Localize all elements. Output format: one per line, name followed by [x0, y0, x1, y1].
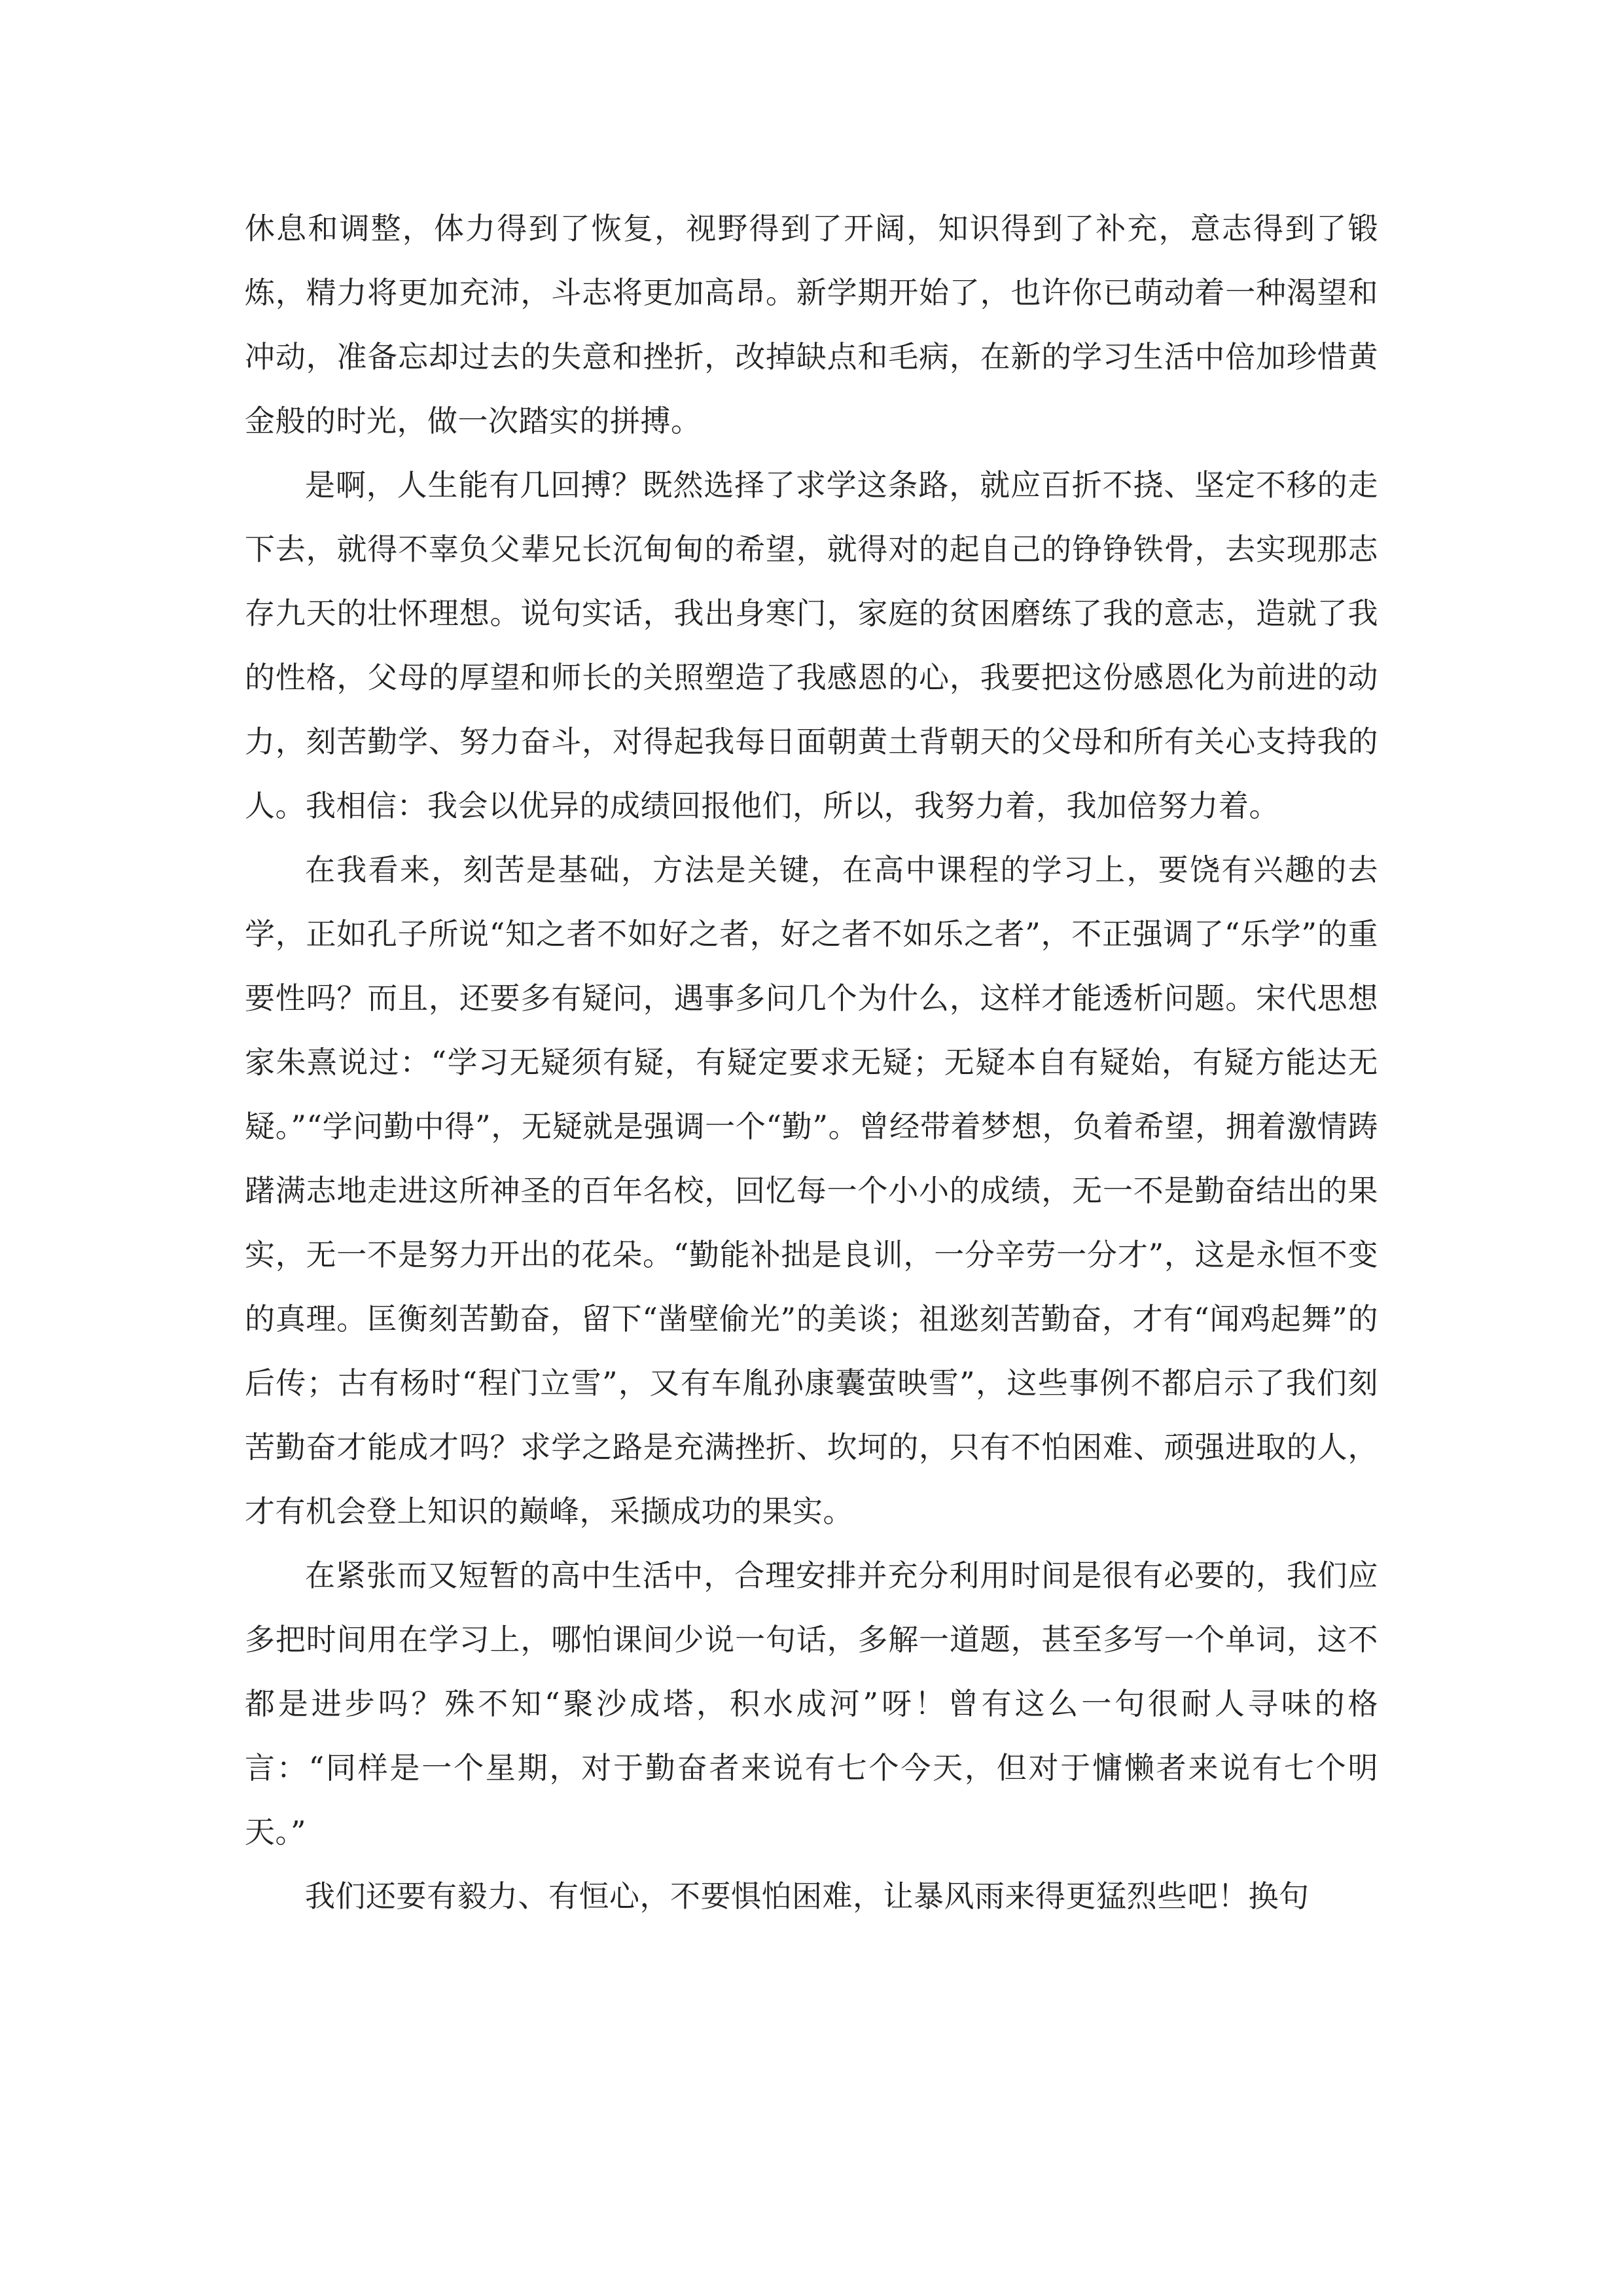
paragraph-3: 在我看来，刻苦是基础，方法是关键，在高中课程的学习上，要饶有兴趣的去学，正如孔子所说“知之者不如好之者，好之者不如乐之者”，不正强调了“乐学”的重要性吗？而且，还要多有疑问，遇事多问几个为什么，这样才能透析问题。宋代思想家朱熹说过：“学习无疑须有疑，有疑定要求无疑；无疑本自有疑始，有疑方能达无疑。”“学问勤中得”，无疑就是强调一个“勤”。曾经带着梦想，负着希望，拥着激情踌躇满志地走进这所神圣的百年名校，回忆每一个小小的成绩，无一不是勤奋结出的果实，无一不是努力开出的花朵。“勤能补拙是良训，一分辛劳一分才”，这是永恒不变的真理。匡衡刻苦勤奋，留下“凿壁偷光”的美谈；祖逖刻苦勤奋，才有“闻鸡起舞”的后传；古有杨时“程门立雪”，又有车胤孙康囊萤映雪”，这些事例不都启示了我们刻苦勤奋才能成才吗？求学之路是充满挫折、坎坷的，只有不怕困难、顽强进取的人，才有机会登上知识的巅峰，采撷成功的果实。 [245, 852, 1378, 1529]
paragraph-4: 在紧张而又短暂的高中生活中，合理安排并充分利用时间是很有必要的，我们应多把时间用在学习上，哪怕课间少说一句话，多解一道题，甚至多写一个单词，这不都是进步吗？殊不知“聚沙成塔，积水成河”呀！曾有这么一句很耐人寻味的格言：“同样是一个星期，对于勤奋者来说有七个今天，但对于慵懒者来说有七个明天。” [245, 1558, 1378, 1850]
paragraph-1: 休息和调整，体力得到了恢复，视野得到了开阔，知识得到了补充，意志得到了锻炼，精力将更加充沛，斗志将更加高昂。新学期开始了，也许你已萌动着一种渴望和冲动，准备忘却过去的失意和挫折，改掉缺点和毛病，在新的学习生活中倍加珍惜黄金般的时光，做一次踏实的拼搏。 [245, 211, 1378, 439]
body-text [245, 196, 1378, 1928]
paragraph-5: 我们还要有毅力、有恒心，不要惧怕困难，让暴风雨来得更猛烈些吧！换句 [305, 1878, 1310, 1914]
paragraph-2: 是啊，人生能有几回搏？既然选择了求学这条路，就应百折不挠、坚定不移的走下去，就得不辜负父辈兄长沉甸甸的希望，就得对的起自己的铮铮铁骨，去实现那志存九天的壮怀理想。说句实话，我出身寒门，家庭的贫困磨练了我的意志，造就了我的性格，父母的厚望和师长的关照塑造了我感恩的心，我要把这份感恩化为前进的动力，刻苦勤学、努力奋斗，对得起我每日面朝黄土背朝天的父母和所有关心支持我的人。我相信：我会以优异的成绩回报他们，所以，我努力着，我加倍努力着。 [245, 467, 1378, 823]
